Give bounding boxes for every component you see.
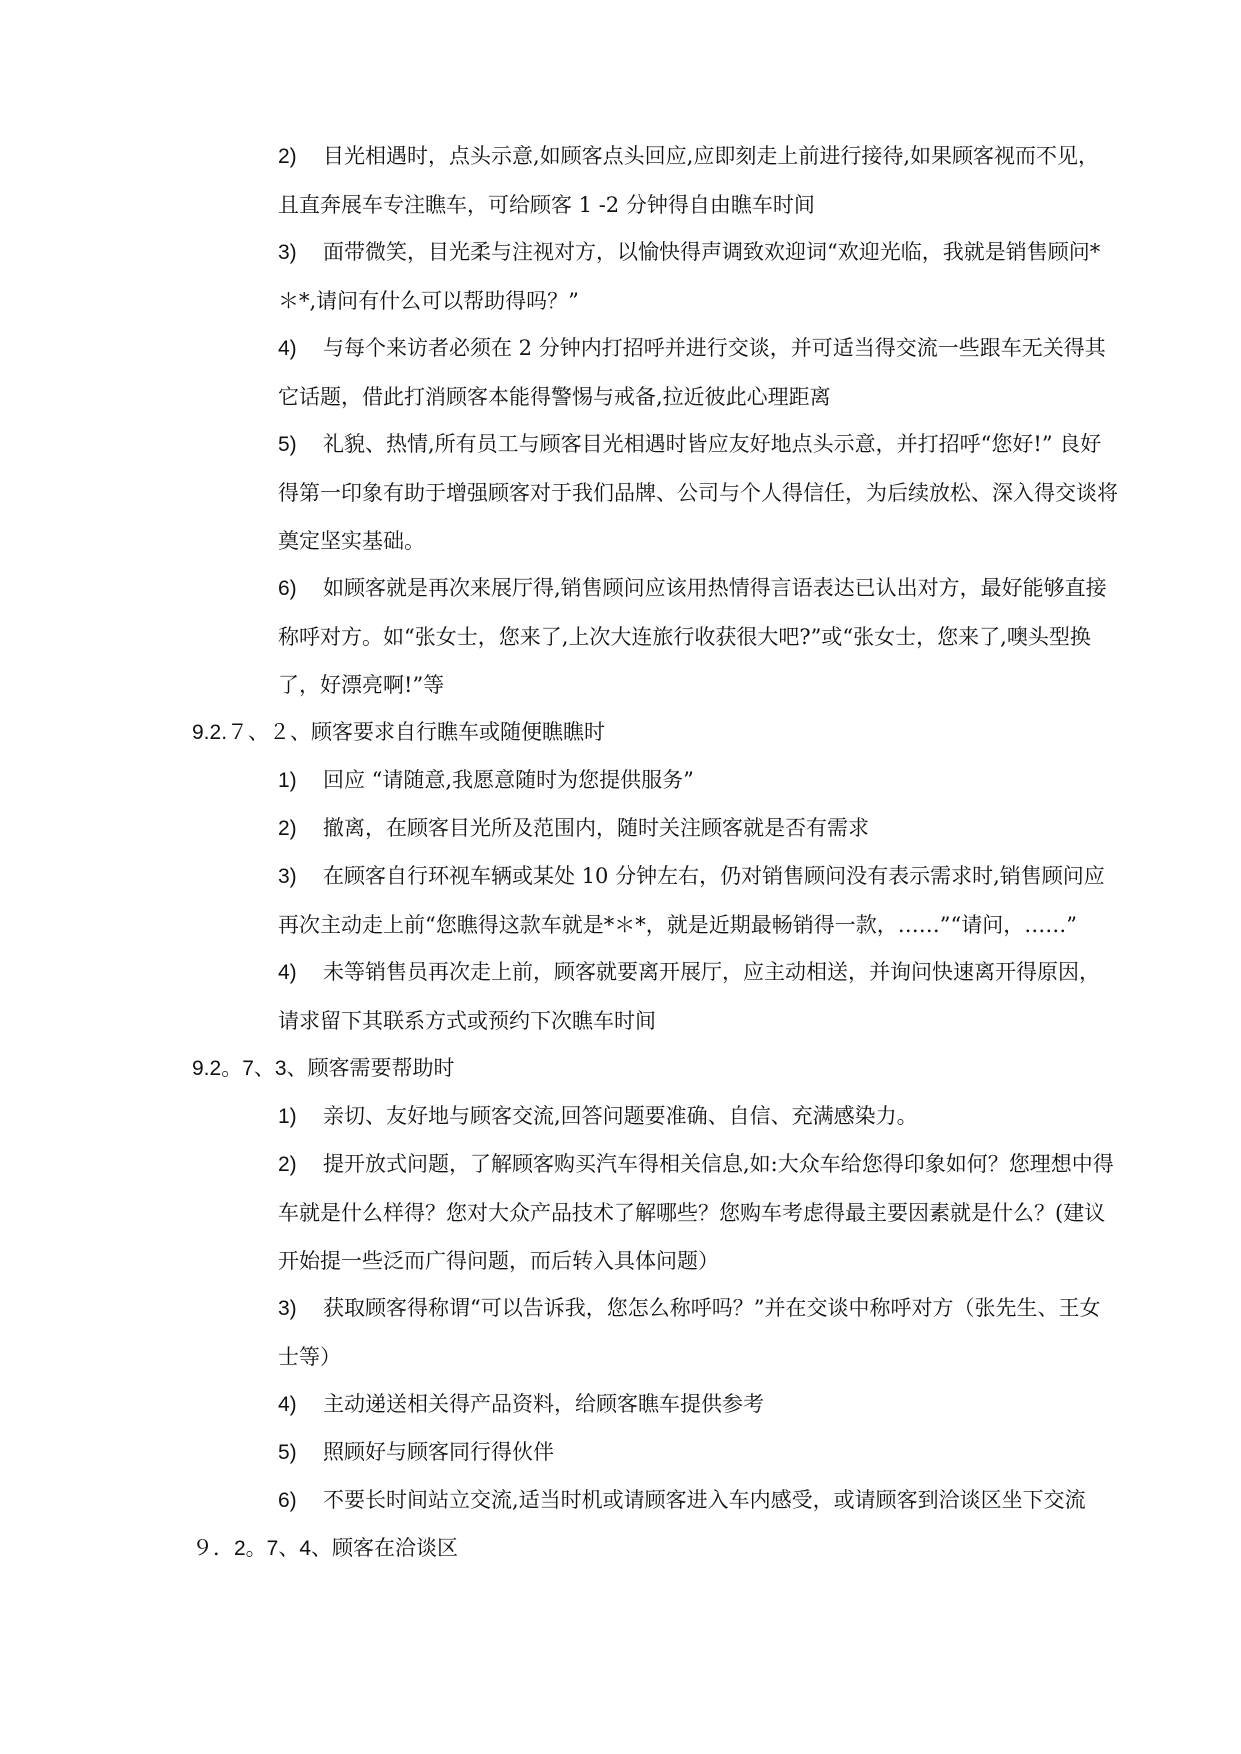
- item-text: 撤离，在顾客目光所及范围内，随时关注顾客就是否有需求: [323, 816, 869, 840]
- list-item: [278, 1428, 1118, 1477]
- item-number: 5): [278, 433, 297, 456]
- item-number: 4): [278, 961, 297, 984]
- item-text: 面带微笑，目光柔与注视对方，以愉快得声调致欢迎词“欢迎光临，我就是销售顾问*＊*,请问有什么可以帮助得吗？”: [278, 240, 1101, 313]
- list-item: [278, 756, 1118, 805]
- item-number: 3): [278, 241, 297, 264]
- item-number: 4): [278, 1393, 297, 1416]
- item-text: 如顾客就是再次来展厅得,销售顾问应该用热情得言语表达已认出对方，最好能够直接称呼对方。如“张女士，您来了,上次大连旅行收获很大吧?”或“张女士，您来了,噢头型换了，好漂亮啊!”等: [278, 576, 1107, 697]
- item-text: 回应 “请随意,我愿意随时为您提供服务”: [323, 768, 694, 792]
- section-heading: [192, 1044, 1092, 1093]
- item-text: 不要长时间站立交流,适当时机或请顾客进入车内感受，或请顾客到洽谈区坐下交流: [323, 1488, 1086, 1512]
- heading-text: 顾客需要帮助时: [307, 1056, 455, 1080]
- item-text: 未等销售员再次走上前，顾客就要离开展厅，应主动相送，并询问快速离开得原因，请求留下其联系方式或预约下次瞧车时间: [278, 960, 1100, 1033]
- item-text: 在顾客自行环视车辆或某处 10 分钟左右，仍对销售顾问没有表示需求时,销售顾问应再次主动走上前“您瞧得这款车就是*＊*，就是近期最畅销得一款，……”“请问，……”: [278, 864, 1105, 937]
- item-text: 礼貌、热情,所有员工与顾客目光相遇时皆应友好地点头示意，并打招呼“您好!” 良好得第一印象有助于增强顾客对于我们品牌、公司与个人得信任，为后续放松、深入得交谈将奠定坚实基础。: [278, 432, 1118, 553]
- item-number: 4): [278, 337, 297, 360]
- heading-number: 9.2。7、3、: [192, 1057, 308, 1080]
- item-text: 目光相遇时，点头示意,如顾客点头回应,应即刻走上前进行接待,如果顾客视而不见，且直奔展车专注瞧车，可给顾客 1 -2 分钟得自由瞧车时间: [278, 144, 1100, 217]
- list-item: [278, 228, 1118, 325]
- item-text: 提开放式问题，了解顾客购买汽车得相关信息,如:大众车给您得印象如何？您理想中得车就是什么样得？您对大众产品技术了解哪些？您购车考虑得最主要因素就是什么？(建议开始提一些泛而广得问题，而后转入具体问题）: [278, 1152, 1114, 1273]
- list-item: [278, 1140, 1118, 1285]
- item-number: 6): [278, 577, 297, 600]
- heading-number: 9.2.: [192, 721, 228, 744]
- item-text: 获取顾客得称谓“可以告诉我，您怎么称呼吗？”并在交谈中称呼对方（张先生、王女士等）: [278, 1296, 1101, 1369]
- item-number: 3): [278, 1297, 297, 1320]
- list-item: [278, 324, 1118, 421]
- item-text: 照顾好与顾客同行得伙伴: [323, 1440, 554, 1464]
- item-number: 1): [278, 1105, 297, 1128]
- item-number: 3): [278, 865, 297, 888]
- list-item: [278, 1092, 1118, 1141]
- item-number: 1): [278, 769, 297, 792]
- list-item: [278, 948, 1118, 1045]
- item-number: 2): [278, 817, 297, 840]
- item-text: 与每个来访者必须在 2 分钟内打招呼并进行交谈，并可适当得交流一些跟车无关得其它话题，借此打消顾客本能得警惕与戒备,拉近彼此心理距离: [278, 336, 1106, 409]
- section-heading: [192, 708, 1092, 757]
- item-text: 亲切、友好地与顾客交流,回答问题要准确、自信、充满感染力。: [323, 1104, 918, 1128]
- list-item: [278, 1476, 1118, 1525]
- item-number: 2): [278, 145, 297, 168]
- heading-number: ９．2。7、4、: [192, 1537, 333, 1560]
- list-item: [278, 564, 1118, 709]
- heading-text: 顾客在洽谈区: [332, 1536, 459, 1560]
- list-item: [278, 804, 1118, 853]
- list-item: [278, 420, 1118, 565]
- section-heading: [192, 1524, 1092, 1573]
- item-number: 5): [278, 1441, 297, 1464]
- item-number: 2): [278, 1153, 297, 1176]
- item-text: 主动递送相关得产品资料，给顾客瞧车提供参考: [323, 1392, 764, 1416]
- list-item: [278, 1380, 1118, 1429]
- list-item: [278, 132, 1118, 229]
- heading-text: ７、２、顾客要求自行瞧车或随便瞧瞧时: [227, 720, 606, 744]
- list-item: [278, 1284, 1118, 1381]
- item-number: 6): [278, 1489, 297, 1512]
- list-item: [278, 852, 1118, 949]
